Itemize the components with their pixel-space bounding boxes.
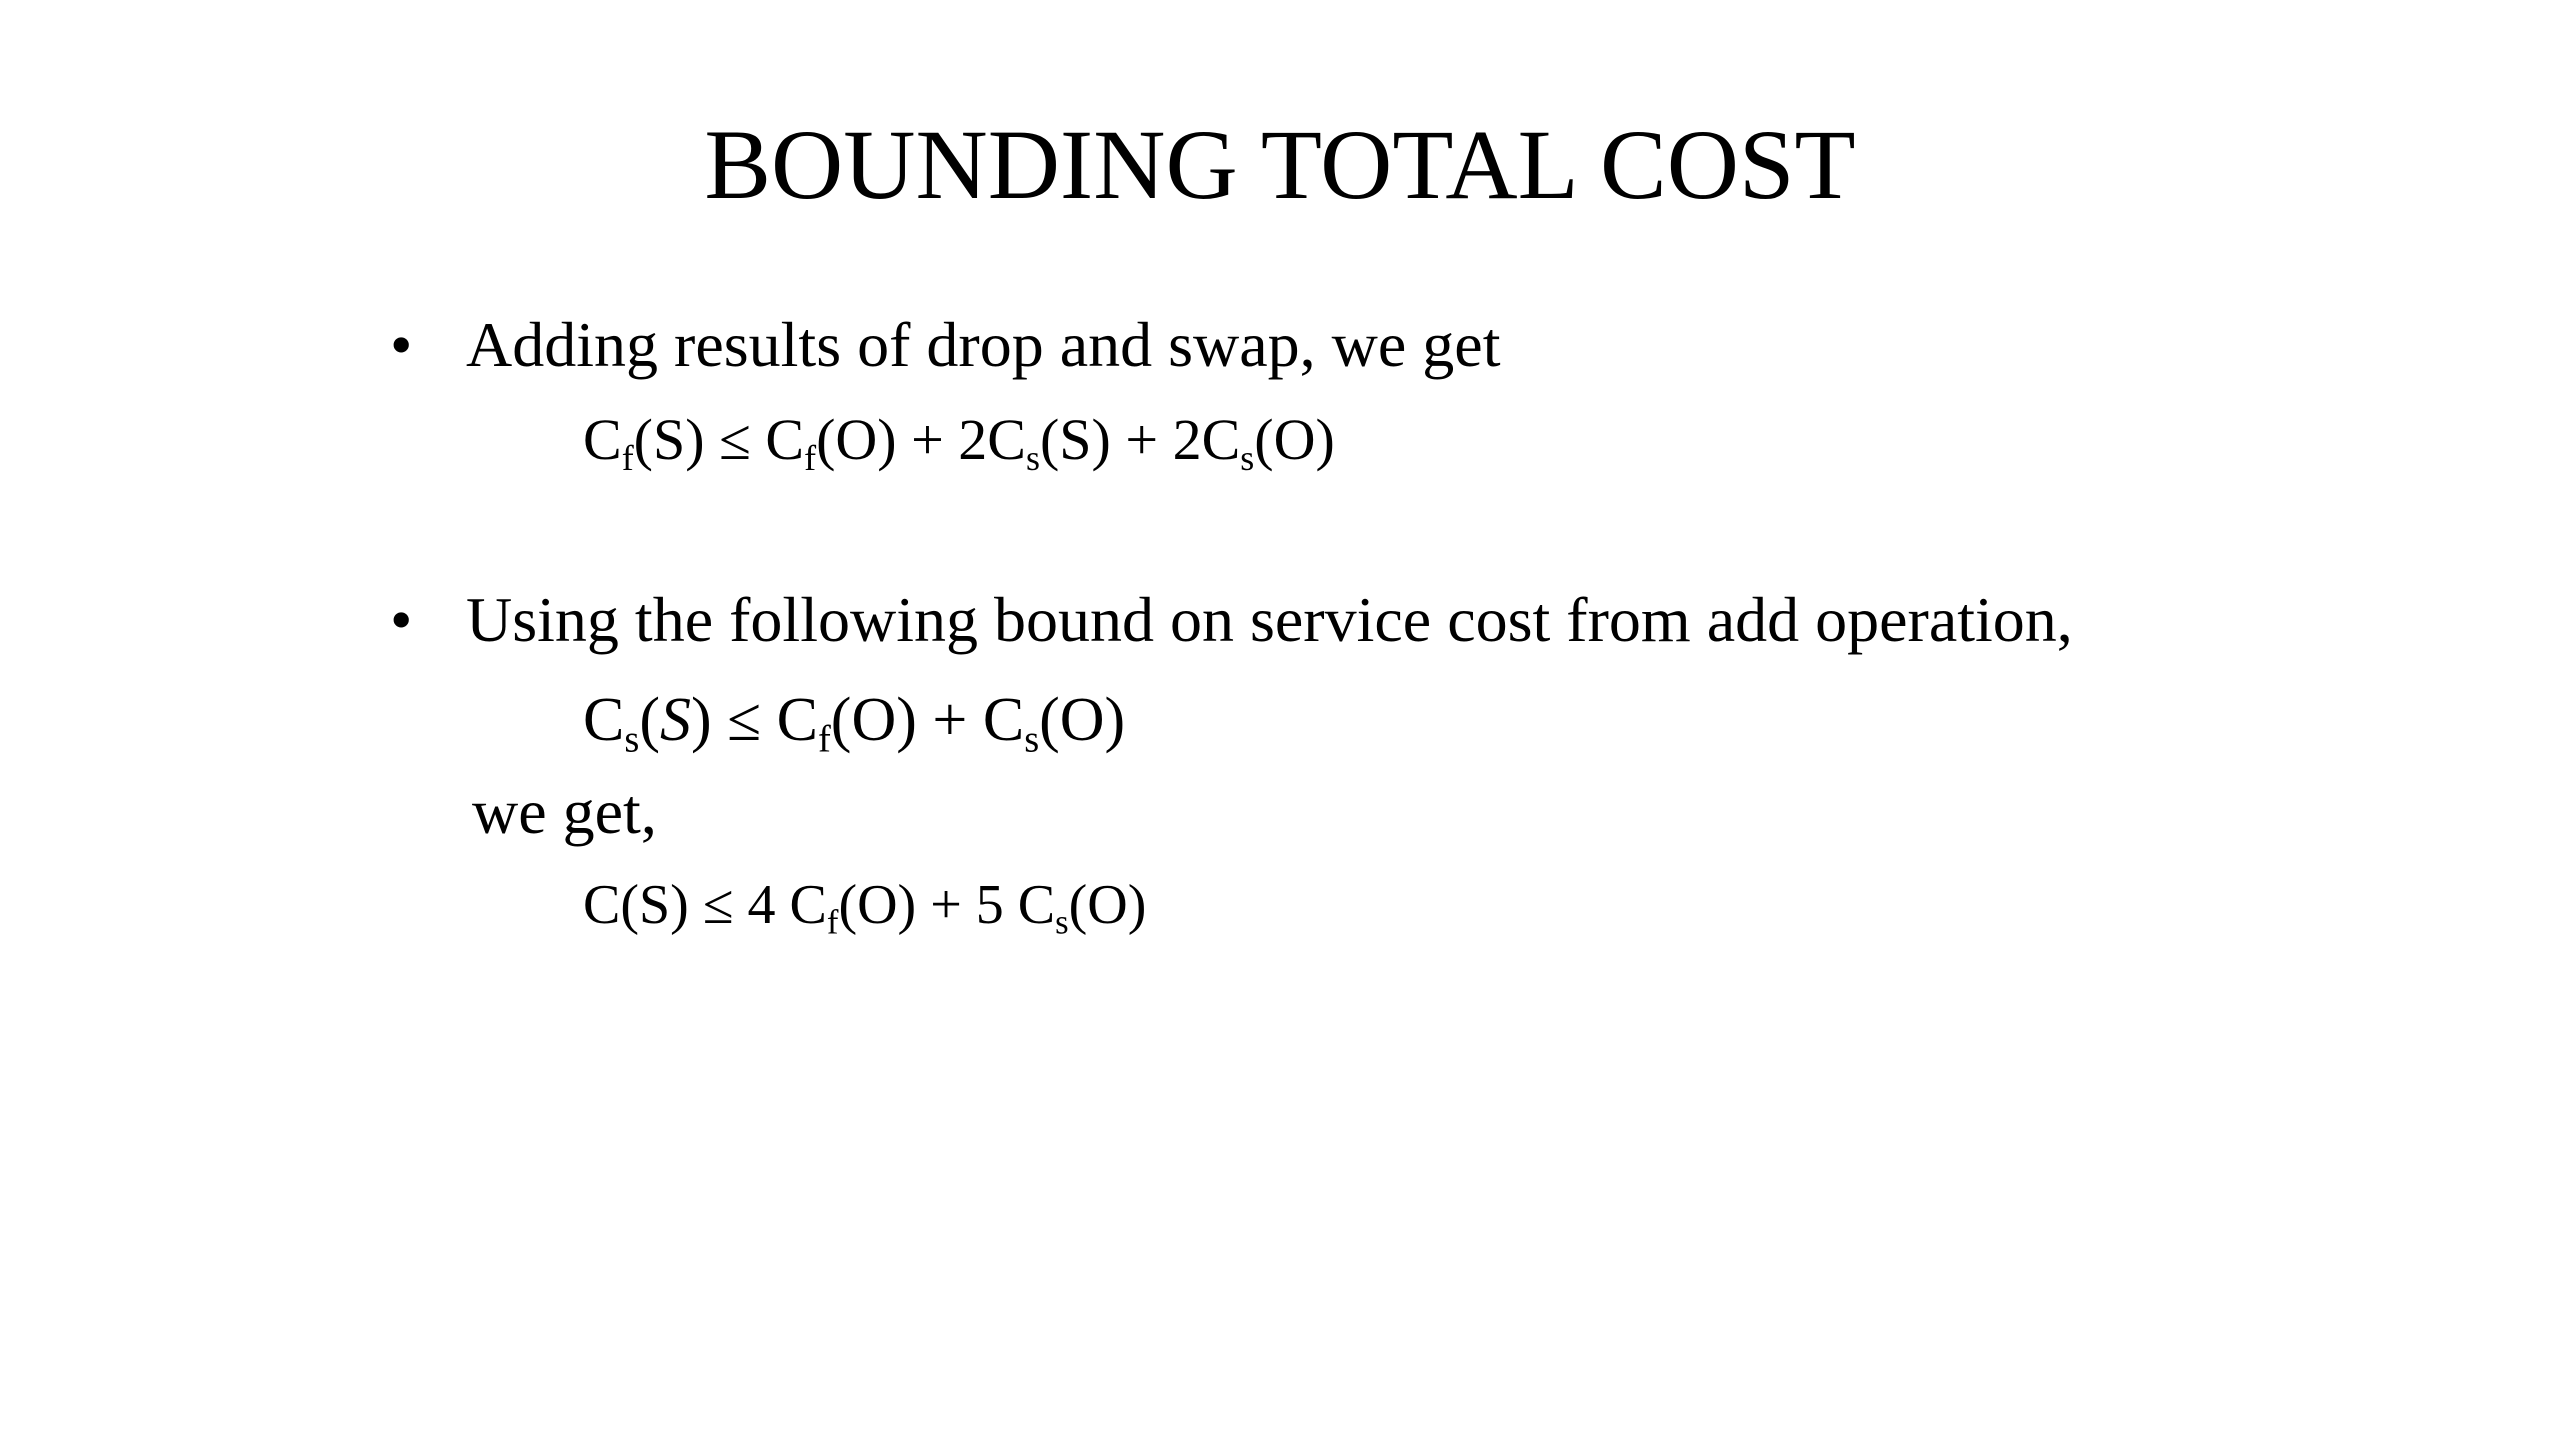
eq-subscript: s bbox=[1240, 437, 1255, 478]
eq-part: C bbox=[583, 686, 625, 754]
eq-subscript: f bbox=[621, 437, 634, 478]
eq-part: (O) + 2C bbox=[816, 407, 1026, 472]
eq-subscript: f bbox=[804, 437, 817, 478]
eq-subscript: f bbox=[826, 902, 839, 942]
equation-service-cost-bound bbox=[583, 680, 1125, 760]
bullet-icon: • bbox=[390, 584, 413, 655]
slide-title: BOUNDING TOTAL COST bbox=[704, 109, 1856, 220]
eq-part: (S) + 2C bbox=[1039, 407, 1241, 472]
bullet-text: Adding results of drop and swap, we get bbox=[466, 309, 1501, 380]
eq-subscript: s bbox=[624, 718, 640, 761]
equation-facility-cost-bound bbox=[583, 400, 1335, 480]
eq-part: (O) + C bbox=[830, 686, 1025, 754]
equation-total-cost-bound bbox=[583, 865, 1146, 945]
eq-subscript: s bbox=[1024, 718, 1040, 761]
eq-part: (O) bbox=[1068, 874, 1147, 936]
eq-subscript: s bbox=[1055, 902, 1069, 942]
followup-text: we get, bbox=[472, 776, 657, 847]
eq-part: (S) ≤ C bbox=[633, 407, 805, 472]
eq-part: (O) bbox=[1039, 686, 1126, 754]
bullet-icon: • bbox=[390, 309, 413, 380]
eq-part: C bbox=[583, 407, 622, 472]
eq-part: ( bbox=[639, 686, 660, 754]
eq-part: (O) bbox=[1254, 407, 1335, 472]
eq-subscript: f bbox=[818, 718, 831, 761]
bullet-text: Using the following bound on service cost from add operation, bbox=[466, 584, 2073, 655]
eq-part-italic: S bbox=[659, 686, 691, 754]
eq-subscript: s bbox=[1025, 437, 1040, 478]
eq-part: C(S) ≤ 4 C bbox=[583, 874, 827, 936]
eq-part: ) ≤ C bbox=[690, 686, 818, 754]
eq-part: (O) + 5 C bbox=[838, 874, 1056, 936]
